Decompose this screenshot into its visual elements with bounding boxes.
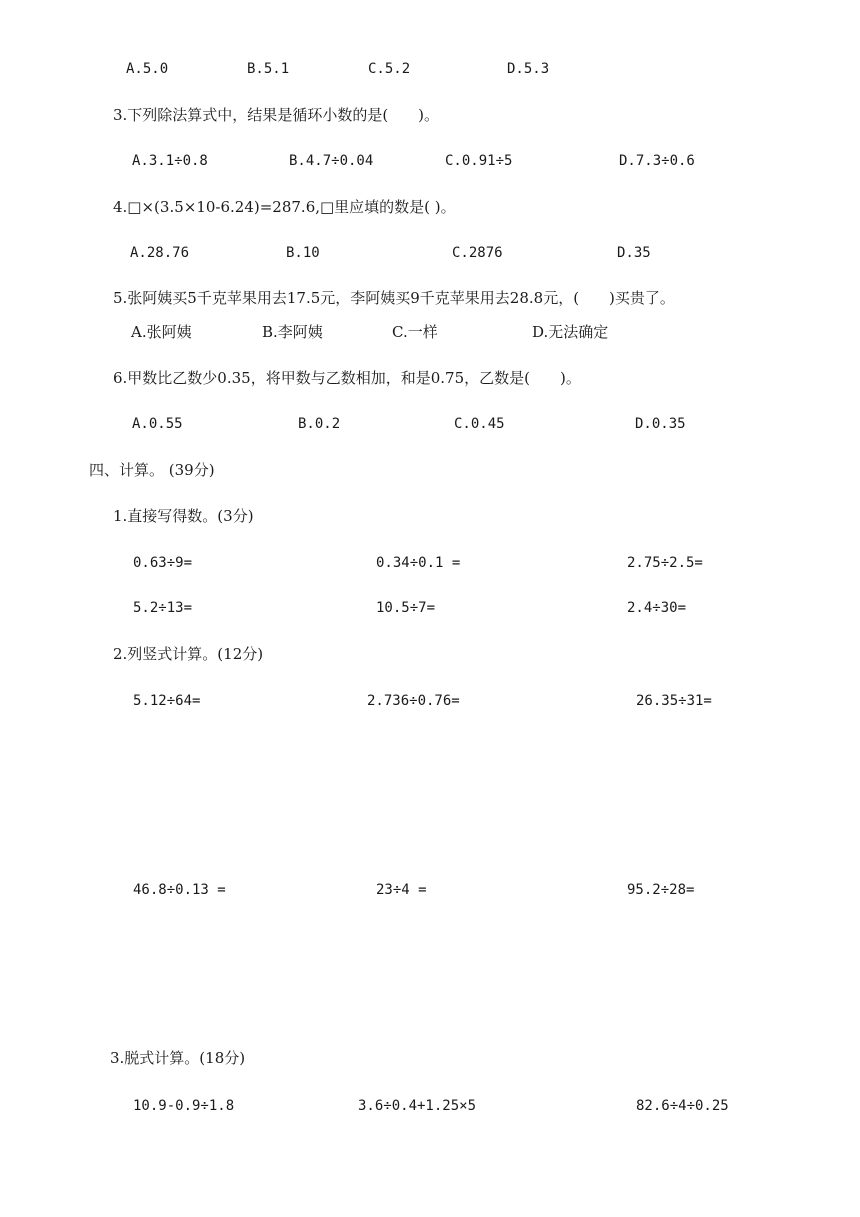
part1-problem: 2.4÷30= — [627, 600, 687, 616]
q5-option-c: C.一样 — [392, 323, 438, 341]
q6-option-b: B.0.2 — [298, 416, 341, 432]
part1-problem: 0.63÷9= — [133, 555, 193, 571]
part2-problem: 23÷4 = — [376, 882, 427, 898]
q5-stem: 5.张阿姨买5千克苹果用去17.5元，李阿姨买9千克苹果用去28.8元，( )买贵了。 — [113, 289, 675, 307]
part1-problem: 10.5÷7= — [376, 600, 436, 616]
part2-problem: 46.8÷0.13 = — [133, 882, 226, 898]
q3-option-b: B.4.7÷0.04 — [289, 153, 374, 169]
part2-problem: 26.35÷31= — [636, 693, 712, 709]
part2-title: 2.列竖式计算。(12分) — [113, 645, 264, 663]
q2-option-b: B.5.1 — [247, 61, 290, 77]
q5-option-a: A.张阿姨 — [131, 323, 192, 341]
q6-stem: 6.甲数比乙数少0.35，将甲数与乙数相加，和是0.75，乙数是( )。 — [113, 369, 581, 387]
q3-stem: 3.下列除法算式中，结果是循环小数的是( )。 — [113, 106, 440, 124]
part3-problem: 3.6÷0.4+1.25×5 — [358, 1098, 477, 1114]
q2-option-a: A.5.0 — [126, 61, 169, 77]
part3-problem: 10.9-0.9÷1.8 — [133, 1098, 235, 1114]
q3-option-c: C.0.91÷5 — [445, 153, 513, 169]
q4-option-c: C.2876 — [452, 245, 503, 261]
q4-option-b: B.10 — [286, 245, 320, 261]
q3-option-a: A.3.1÷0.8 — [132, 153, 208, 169]
q2-option-d: D.5.3 — [507, 61, 550, 77]
part3-title: 3.脱式计算。(18分) — [110, 1049, 246, 1067]
part1-problem: 5.2÷13= — [133, 600, 193, 616]
section-title: 四、计算。 (39分) — [89, 461, 215, 479]
part1-problem: 0.34÷0.1 = — [376, 555, 461, 571]
q2-option-c: C.5.2 — [368, 61, 411, 77]
q6-option-c: C.0.45 — [454, 416, 505, 432]
q6-option-a: A.0.55 — [132, 416, 183, 432]
q5-option-b: B.李阿姨 — [262, 323, 323, 341]
part2-problem: 5.12÷64= — [133, 693, 201, 709]
part2-problem: 2.736÷0.76= — [367, 693, 460, 709]
q6-option-d: D.0.35 — [635, 416, 686, 432]
part1-title: 1.直接写得数。(3分) — [113, 507, 254, 525]
q5-option-d: D.无法确定 — [532, 323, 609, 341]
q4-stem: 4.□×(3.5×10-6.24)=287.6,□里应填的数是( )。 — [113, 198, 456, 216]
q3-option-d: D.7.3÷0.6 — [619, 153, 695, 169]
q4-option-a: A.28.76 — [130, 245, 190, 261]
part2-problem: 95.2÷28= — [627, 882, 695, 898]
q4-option-d: D.35 — [617, 245, 651, 261]
part3-problem: 82.6÷4÷0.25 — [636, 1098, 729, 1114]
part1-problem: 2.75÷2.5= — [627, 555, 703, 571]
